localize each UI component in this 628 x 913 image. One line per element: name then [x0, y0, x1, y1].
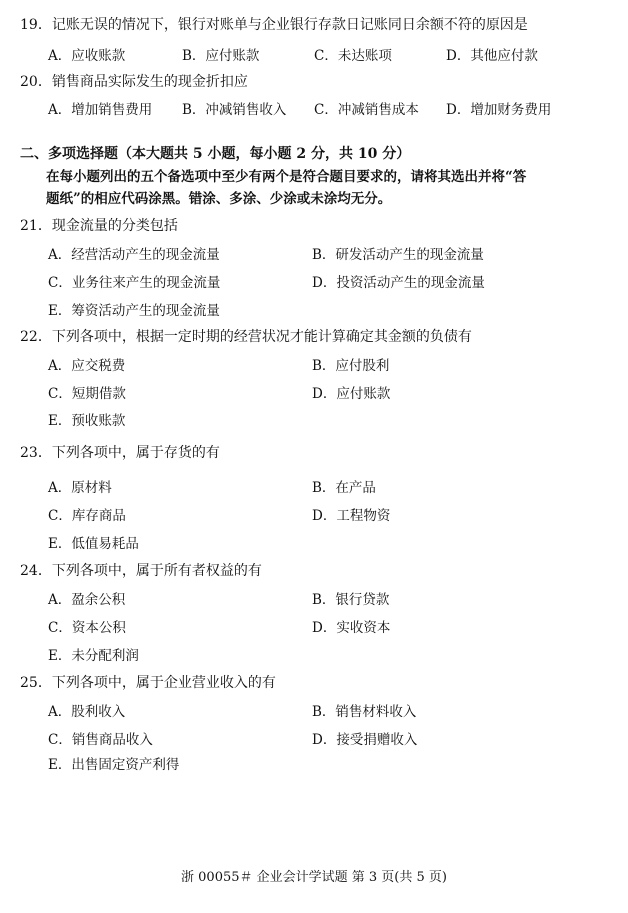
question-21-option-c: C．业务往来产生的现金流量: [48, 275, 221, 291]
question-24-option-b: B．银行贷款: [312, 592, 390, 608]
question-21-stem: 21．现金流量的分类包括: [20, 218, 178, 234]
question-21-option-b: B．研发活动产生的现金流量: [312, 247, 484, 263]
question-20-stem: 20．销售商品实际发生的现金折扣应: [20, 74, 248, 90]
question-21-option-e: E．筹资活动产生的现金流量: [48, 303, 220, 319]
question-23-option-a: A．原材料: [48, 480, 112, 496]
section-2-instruction-line-2: 题纸”的相应代码涂黑。错涂、多涂、少涂或未涂均无分。: [46, 191, 392, 207]
question-23-option-e: E．低值易耗品: [48, 536, 139, 552]
question-20-option-a: A．增加销售费用: [48, 102, 153, 118]
question-24-stem: 24．下列各项中，属于所有者权益的有: [20, 563, 262, 579]
question-22-option-d: D．应付账款: [312, 386, 391, 402]
question-19-option-b: B．应付账款: [182, 48, 260, 64]
page-footer: 浙 00055＃ 企业会计学试题 第 3 页(共 5 页): [181, 870, 447, 885]
question-23-option-d: D．工程物资: [312, 508, 391, 524]
question-25-option-d: D．接受捐赠收入: [312, 732, 418, 748]
question-24-option-a: A．盈余公积: [48, 592, 126, 608]
question-24-option-d: D．实收资本: [312, 620, 391, 636]
question-25-option-b: B．销售材料收入: [312, 704, 417, 720]
question-21-option-d: D．投资活动产生的现金流量: [312, 275, 485, 291]
question-19-option-c: C．未达账项: [314, 48, 392, 64]
question-25-option-e: E．出售固定资产利得: [48, 757, 180, 773]
section-2-instruction-line-1: 在每小题列出的五个备选项中至少有两个是符合题目要求的，请将其选出并将“答: [46, 169, 527, 185]
question-24-option-e: E．未分配利润: [48, 648, 139, 664]
question-24-option-c: C．资本公积: [48, 620, 126, 636]
question-20-option-b: B．冲减销售收入: [182, 102, 287, 118]
question-22-option-b: B．应付股利: [312, 358, 390, 374]
question-22-option-c: C．短期借款: [48, 386, 126, 402]
section-2-title: 二、多项选择题（本大题共 5 小题，每小题 2 分，共 10 分）: [20, 146, 411, 162]
question-22-stem: 22．下列各项中，根据一定时期的经营状况才能计算确定其金额的负债有: [20, 329, 472, 345]
question-23-stem: 23．下列各项中，属于存货的有: [20, 445, 220, 461]
question-20-option-d: D．增加财务费用: [446, 102, 552, 118]
question-21-option-a: A．经营活动产生的现金流量: [48, 247, 220, 263]
question-25-option-c: C．销售商品收入: [48, 732, 153, 748]
question-23-option-b: B．在产品: [312, 480, 376, 496]
question-19-option-d: D．其他应付款: [446, 48, 538, 64]
question-22-option-a: A．应交税费: [48, 358, 126, 374]
question-23-option-c: C．库存商品: [48, 508, 126, 524]
question-20-option-c: C．冲减销售成本: [314, 102, 419, 118]
question-22-option-e: E．预收账款: [48, 413, 126, 429]
question-19-stem: 19．记账无误的情况下，银行对账单与企业银行存款日记账同日余额不符的原因是: [20, 17, 528, 33]
question-25-stem: 25．下列各项中，属于企业营业收入的有: [20, 675, 276, 691]
question-25-option-a: A．股利收入: [48, 704, 126, 720]
question-19-option-a: A．应收账款: [48, 48, 126, 64]
